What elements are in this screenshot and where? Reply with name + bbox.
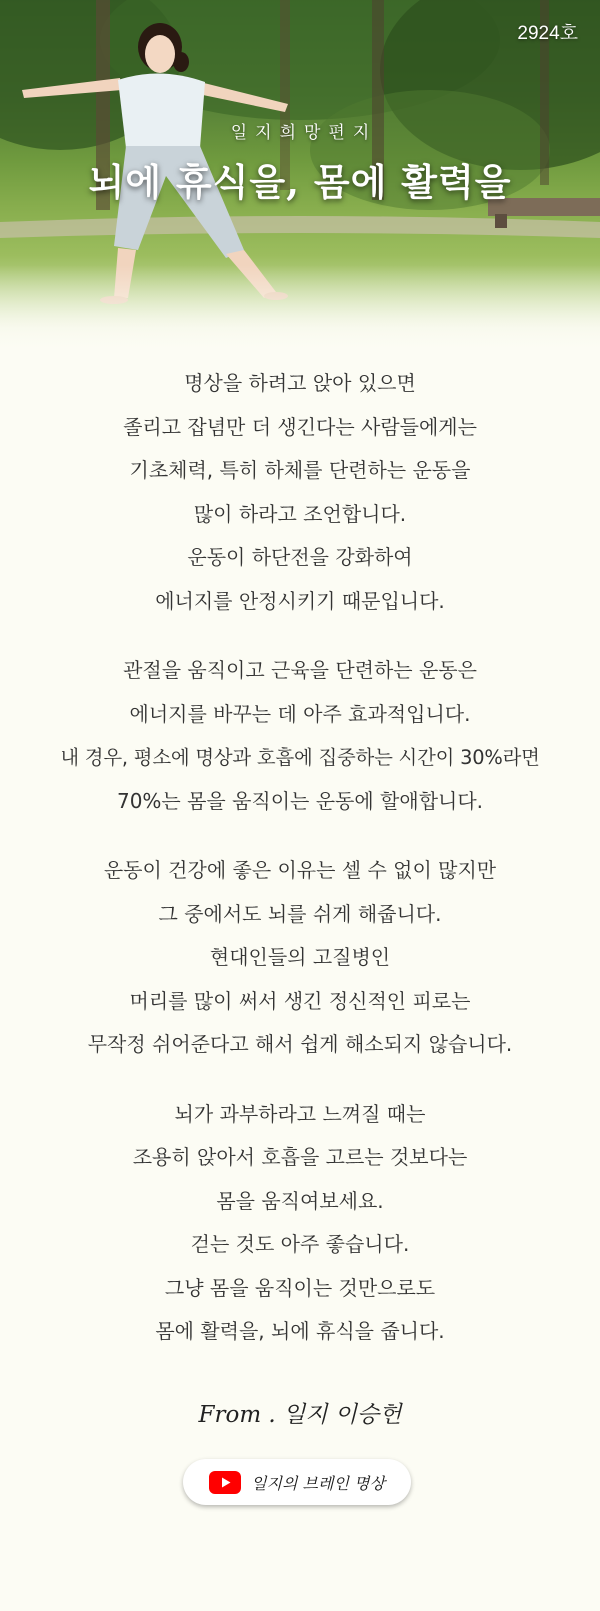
text-line: 뇌가 과부하라고 느껴질 때는 xyxy=(174,1101,426,1126)
text-line: 운동이 하단전을 강화하여 xyxy=(187,545,413,569)
text-line: 졸리고 잡념만 더 생긴다는 사람들에게는 xyxy=(123,414,477,439)
text-line: 머리를 많이 써서 생긴 정신적인 피로는 xyxy=(129,988,471,1013)
paragraph xyxy=(0,362,600,623)
letter-series-title: 일지희망편지 xyxy=(230,123,378,143)
signature: From . 일지 이승헌 xyxy=(198,1402,402,1428)
text-line: 많이 하라고 조언합니다. xyxy=(193,501,407,526)
text-line: 내 경우, 평소에 명상과 호흡에 집중하는 시간이 30%라면 xyxy=(60,746,540,769)
text-line: 운동이 건강에 좋은 이유는 셀 수 없이 많지만 xyxy=(103,858,497,882)
paragraph xyxy=(0,649,600,823)
youtube-channel-button[interactable] xyxy=(183,1459,411,1505)
text-line: 몸을 움직여보세요. xyxy=(216,1188,384,1213)
issue-number: 2924호 xyxy=(517,23,578,44)
text-line: 조용히 앉아서 호흡을 고르는 것보다는 xyxy=(132,1145,468,1169)
paragraph xyxy=(0,849,600,1067)
text-line: 명상을 하려고 앉아 있으면 xyxy=(184,371,416,395)
text-line: 그 중에서도 뇌를 쉬게 해줍니다. xyxy=(158,901,442,926)
hero-banner xyxy=(0,0,600,355)
text-line: 무작정 쉬어준다고 해서 쉽게 해소되지 않습니다. xyxy=(87,1032,513,1056)
text-line: 현대인들의 고질병인 xyxy=(209,945,391,969)
paragraph xyxy=(0,1093,600,1354)
letter-headline: 뇌에 휴식을, 몸에 활력을 xyxy=(88,160,512,204)
text-line: 관절을 움직이고 근육을 단련하는 운동은 xyxy=(123,658,477,682)
text-line: 기초체력, 특히 하체를 단련하는 운동을 xyxy=(129,458,471,482)
text-line: 걷는 것도 아주 좋습니다. xyxy=(190,1232,410,1256)
text-line: 몸에 활력을, 뇌에 휴식을 줍니다. xyxy=(155,1319,445,1343)
text-line: 70%는 몸을 움직이는 운동에 할애합니다. xyxy=(116,788,484,813)
text-line: 에너지를 안정시키기 때문입니다. xyxy=(155,588,445,613)
text-line: 에너지를 바꾸는 데 아주 효과적입니다. xyxy=(129,701,471,726)
hero-fade xyxy=(0,265,600,355)
youtube-channel-label: 일지의 브레인 명상 xyxy=(251,1473,385,1493)
youtube-icon xyxy=(209,1471,241,1494)
text-line: 그냥 몸을 움직이는 것만으로도 xyxy=(164,1275,436,1300)
letter-body xyxy=(0,362,600,1380)
